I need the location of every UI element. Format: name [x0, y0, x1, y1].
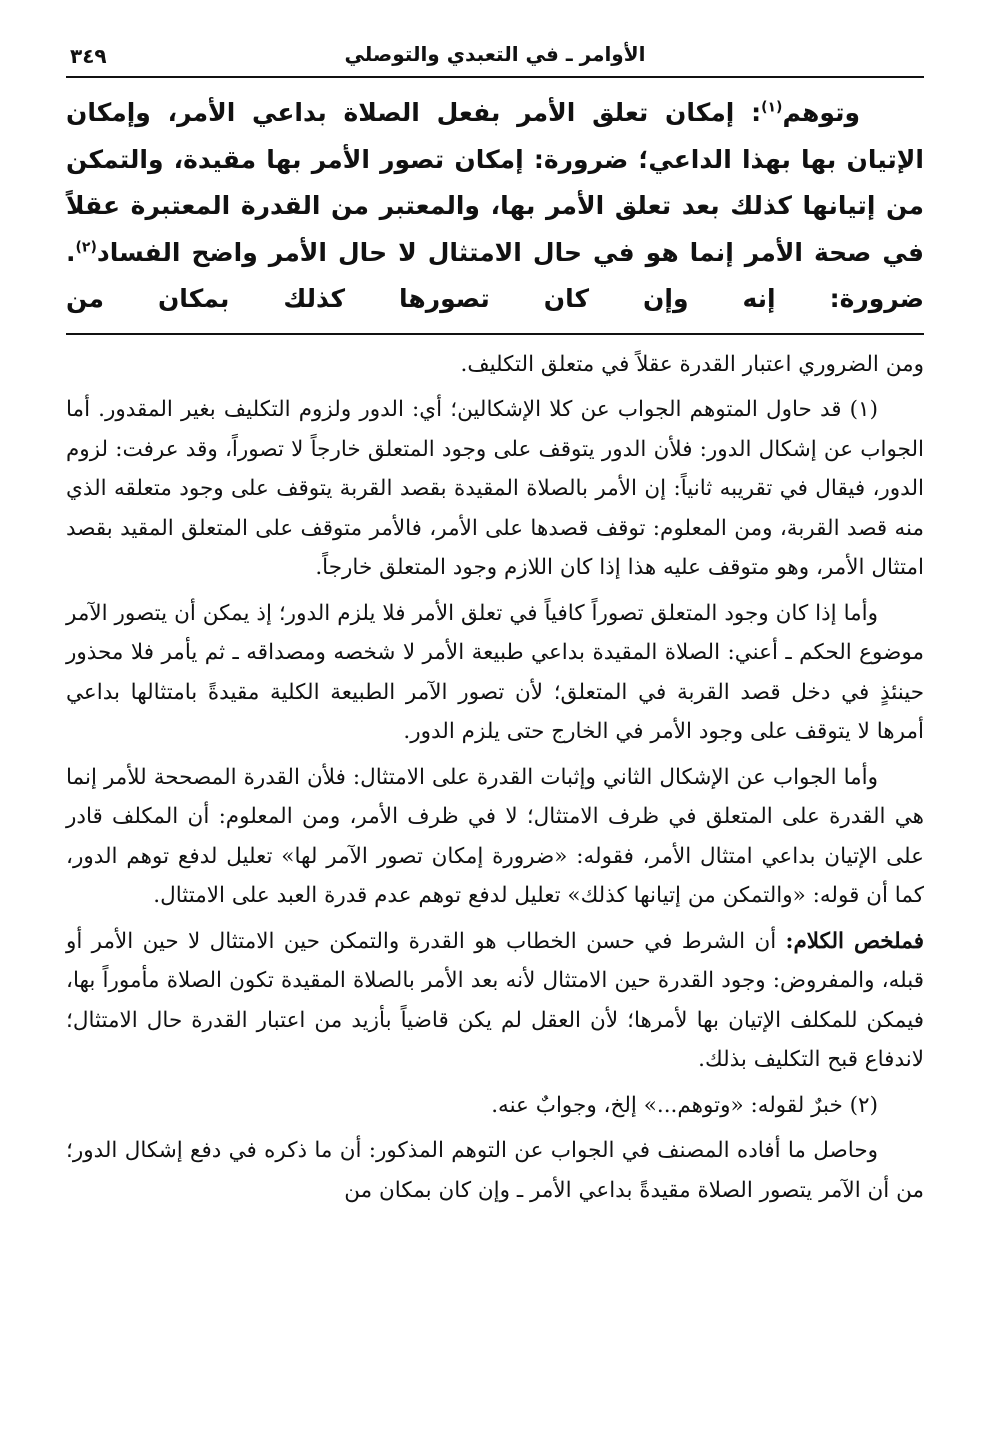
book-page	[66, 30, 924, 1430]
page-header	[66, 30, 924, 78]
footnote-ref-1: (١)	[761, 99, 783, 116]
main-text-part: : إمكان تعلق الأمر بفعل الصلاة بداعي الأمر، وإمكان الإتيان بها بهذا الداعي؛ ضرورة: إمكان تصور الأمر بها مقيدة، والتمكن من إتيانها كذلك بعد تعلق الأمر بها، والمعتبر من القدرة المعتبرة عقلاً في صحة الأمر إنما هو في حال الامتثال لا حال الأمر واضح الفساد	[66, 98, 924, 267]
summary-lead: فملخص الكلام:	[785, 928, 924, 954]
footnote-1-paragraph: وأما الجواب عن الإشكال الثاني وإثبات القدرة على الامتثال: فلأن القدرة المصححة للأمر إنما هي القدرة على المتعلق في ظرف الامتثال؛ لا في ظرف الأمر، ومن المعلوم: أن المكلف قادر على الإتيان بداعي امتثال الأمر، فقوله: «ضرورة إمكان تصور الآمر لها» تعليل لدفع توهم الدور، كما أن قوله: «والتمكن من إتيانها كذلك» تعليل لدفع توهم عدم قدرة العبد على الامتثال.	[66, 764, 924, 908]
page-number: ٣٤٩	[70, 44, 107, 68]
footnote-1-summary: فملخص الكلام: أن الشرط في حسن الخطاب هو القدرة والتمكن حين الامتثال لا حين الأمر أو قبله، والمفروض: وجود القدرة حين الامتثال لأنه بعد الأمر بالصلاة المقيدة تكون الصلاة مأموراً بها، فيمكن للمكلف الإتيان بها لأمرها؛ لأن العقل لم يكن قاضياً بأزيد من اعتبار القدرة حال الامتثال؛ لاندفاع قبح التكليف بذلك.	[66, 928, 924, 1072]
footnote-carryover: ومن الضروري اعتبار القدرة عقلاً في متعلق التكليف.	[460, 351, 924, 377]
main-text	[66, 90, 924, 323]
footnote-1-paragraph: (١) قد حاول المتوهم الجواب عن كلا الإشكالين؛ أي: الدور ولزوم التكليف بغير المقدور. أما الجواب عن إشكال الدور: فلأن الدور يتوقف على وجود المتعلق خارجاً لا تصوراً، وقد عرفت: لزوم الدور، فيقال في تقريبه ثانياً: إن الأمر بالصلاة المقيدة بقصد القربة يتوقف على وجود متعلقه الذي منه قصد القربة، ومن المعلوم: توقف قصدها على الأمر، فالأمر متوقف على المتعلق المقيد بقصد امتثال الأمر، وهو متوقف عليه هذا إذا كان اللازم وجود المتعلق خارجاً.	[66, 397, 924, 580]
footnote-2-paragraph: وحاصل ما أفاده المصنف في الجواب عن التوهم المذكور: أن ما ذكره في دفع إشكال الدور؛ من أن الآمر يتصور الصلاة مقيدةً بداعي الأمر ـ وإن كان بمكان من	[66, 1138, 924, 1203]
running-title: الأوامر ـ في التعبدي والتوصلي	[344, 42, 646, 66]
footnote-1-paragraph: وأما إذا كان وجود المتعلق تصوراً كافياً في تعلق الأمر فلا يلزم الدور؛ إذ يمكن أن يتصور الآمر موضوع الحكم ـ أعني: الصلاة المقيدة بداعي طبيعة الأمر لا شخصه ومصداقه ـ ثم يأمر فلا محذور حينئذٍ في دخل قصد القربة في المتعلق؛ لأن تصور الآمر الطبيعة الكلية مقيدةً بامتثالها بداعي أمرها لا يتوقف على وجود الأمر في الخارج حتى يلزم الدور.	[66, 600, 924, 744]
footnote-2: (٢) خبرٌ لقوله: «وتوهم...» إلخ، وجوابٌ عنه.	[491, 1092, 878, 1118]
footnote-ref-2: (٢)	[75, 239, 97, 256]
footnotes	[66, 345, 924, 1211]
main-text-part: . ضرورة: إنه وإن كان تصورها كذلك بمكان من	[66, 237, 924, 313]
main-text-part: وتوهم	[782, 98, 860, 127]
footnote-divider	[66, 333, 924, 335]
